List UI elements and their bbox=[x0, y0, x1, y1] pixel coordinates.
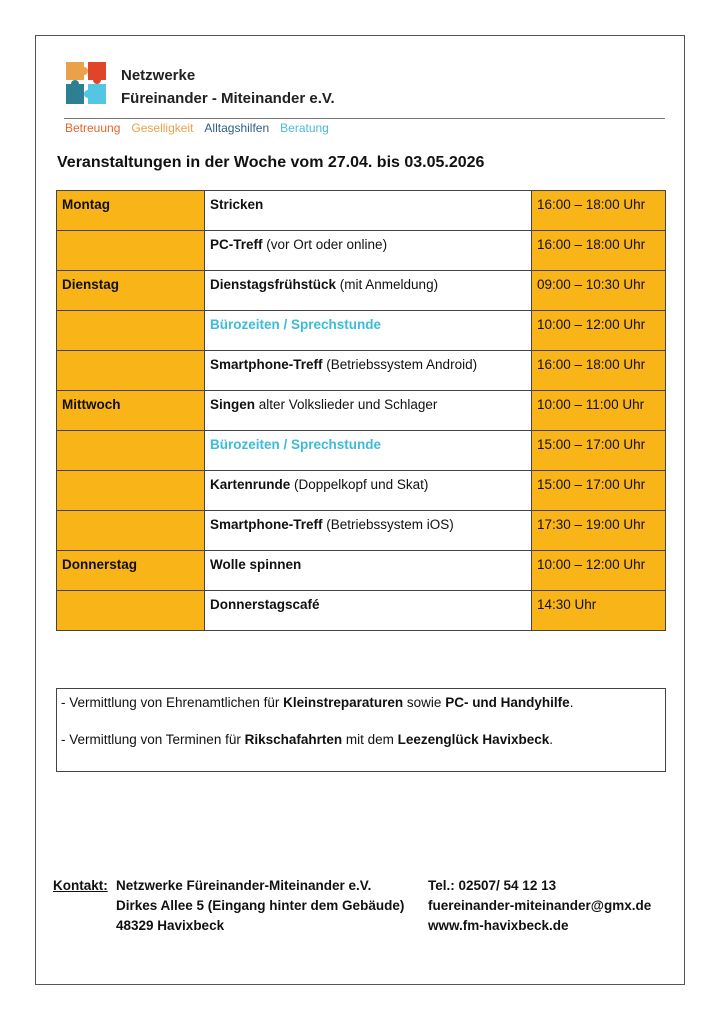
table-row bbox=[57, 311, 666, 351]
event-cell bbox=[205, 191, 532, 231]
table-row bbox=[57, 591, 666, 631]
time-cell: 16:00 – 18:00 Uhr bbox=[532, 231, 666, 271]
time-cell: 10:00 – 12:00 Uhr bbox=[532, 311, 666, 351]
time-cell: 15:00 – 17:00 Uhr bbox=[532, 471, 666, 511]
table-row bbox=[57, 191, 666, 231]
note-highlight: PC- und Handyhilfe bbox=[445, 695, 570, 710]
table-row bbox=[57, 431, 666, 471]
event-cell bbox=[205, 551, 532, 591]
note-highlight: Rikschafahrten bbox=[244, 732, 343, 747]
event-detail: (mit Anmeldung) bbox=[336, 277, 439, 292]
event-name: Wolle spinnen bbox=[210, 557, 302, 572]
time-cell: 16:00 – 18:00 Uhr bbox=[532, 351, 666, 391]
contact-address bbox=[116, 876, 404, 936]
puzzle-pieces-logo bbox=[64, 60, 112, 110]
day-cell: Donnerstag bbox=[57, 551, 205, 591]
event-name: Smartphone-Treff bbox=[210, 517, 323, 532]
event-cell bbox=[205, 391, 532, 431]
org-name-line2: Füreinander - Miteinander e.V. bbox=[121, 90, 335, 107]
tag-geselligkeit: Geselligkeit bbox=[131, 121, 194, 135]
table-row bbox=[57, 551, 666, 591]
table-row bbox=[57, 511, 666, 551]
contact-email[interactable]: fuereinander-miteinander@gmx.de bbox=[428, 898, 652, 913]
table-row bbox=[57, 271, 666, 311]
table-row bbox=[57, 391, 666, 431]
contact-web[interactable]: www.fm-havixbeck.de bbox=[428, 918, 569, 933]
tagline bbox=[65, 121, 340, 135]
contact-phone: Tel.: 02507/ 54 12 13 bbox=[428, 878, 557, 893]
event-name: PC-Treff bbox=[210, 237, 263, 252]
table-row bbox=[57, 351, 666, 391]
time-cell: 15:00 – 17:00 Uhr bbox=[532, 431, 666, 471]
event-cell bbox=[205, 511, 532, 551]
note-highlight: Leezenglück Havixbeck bbox=[397, 732, 550, 747]
header-divider bbox=[64, 118, 665, 119]
time-cell: 16:00 – 18:00 Uhr bbox=[532, 191, 666, 231]
contact-street: Dirkes Allee 5 (Eingang hinter dem Gebäude) bbox=[116, 898, 405, 913]
time-cell: 14:30 Uhr bbox=[532, 591, 666, 631]
note-text: - Vermittlung von Ehrenamtlichen für bbox=[61, 695, 284, 710]
day-cell bbox=[57, 231, 205, 271]
page-title: Veranstaltungen in der Woche vom 27.04. bis 03.05.2026 bbox=[57, 154, 485, 171]
note-line bbox=[61, 732, 661, 747]
schedule-table bbox=[56, 190, 666, 631]
note-text: sowie bbox=[403, 695, 446, 710]
event-name: Bürozeiten / Sprechstunde bbox=[210, 317, 382, 332]
event-detail: (Betriebssystem iOS) bbox=[322, 517, 454, 532]
event-name: Bürozeiten / Sprechstunde bbox=[210, 437, 382, 452]
day-cell: Montag bbox=[57, 191, 205, 231]
note-text: . bbox=[569, 695, 574, 710]
event-detail: alter Volkslieder und Schlager bbox=[255, 397, 438, 412]
day-cell bbox=[57, 311, 205, 351]
event-name: Singen bbox=[210, 397, 256, 412]
note-text: . bbox=[549, 732, 553, 747]
event-cell bbox=[205, 231, 532, 271]
contact-city: 48329 Havixbeck bbox=[116, 918, 225, 933]
contact-org: Netzwerke Füreinander-Miteinander e.V. bbox=[116, 878, 372, 893]
event-cell bbox=[205, 431, 532, 471]
day-cell: Dienstag bbox=[57, 271, 205, 311]
note-highlight: Kleinstreparaturen bbox=[283, 695, 404, 710]
time-cell: 10:00 – 12:00 Uhr bbox=[532, 551, 666, 591]
event-cell bbox=[205, 271, 532, 311]
event-detail: (vor Ort oder online) bbox=[262, 237, 388, 252]
event-name: Smartphone-Treff bbox=[210, 357, 323, 372]
contact-label: Kontakt: bbox=[53, 878, 108, 893]
event-detail: (Doppelkopf und Skat) bbox=[290, 477, 429, 492]
day-cell bbox=[57, 351, 205, 391]
event-name: Donnerstagscafé bbox=[210, 597, 320, 612]
note-line bbox=[61, 695, 661, 710]
note-text: mit dem bbox=[342, 732, 398, 747]
event-cell bbox=[205, 591, 532, 631]
event-name: Stricken bbox=[210, 197, 264, 212]
event-cell bbox=[205, 351, 532, 391]
event-detail: (Betriebssystem Android) bbox=[322, 357, 478, 372]
day-cell bbox=[57, 431, 205, 471]
tag-beratung: Beratung bbox=[280, 121, 329, 135]
org-name bbox=[121, 64, 335, 110]
note-text: - Vermittlung von Terminen für bbox=[61, 732, 245, 747]
org-name-line1: Netzwerke bbox=[121, 67, 196, 84]
event-name: Dienstagsfrühstück bbox=[210, 277, 337, 292]
time-cell: 10:00 – 11:00 Uhr bbox=[532, 391, 666, 431]
table-row bbox=[57, 471, 666, 511]
event-name: Kartenrunde bbox=[210, 477, 291, 492]
time-cell: 09:00 – 10:30 Uhr bbox=[532, 271, 666, 311]
event-cell bbox=[205, 471, 532, 511]
tag-betreuung: Betreuung bbox=[65, 121, 121, 135]
event-cell bbox=[205, 311, 532, 351]
time-cell: 17:30 – 19:00 Uhr bbox=[532, 511, 666, 551]
contact-details bbox=[428, 876, 651, 936]
day-cell bbox=[57, 471, 205, 511]
tag-alltagshilfen: Alltagshilfen bbox=[204, 121, 270, 135]
day-cell bbox=[57, 511, 205, 551]
notes-box bbox=[56, 688, 666, 772]
day-cell: Mittwoch bbox=[57, 391, 205, 431]
day-cell bbox=[57, 591, 205, 631]
table-row bbox=[57, 231, 666, 271]
